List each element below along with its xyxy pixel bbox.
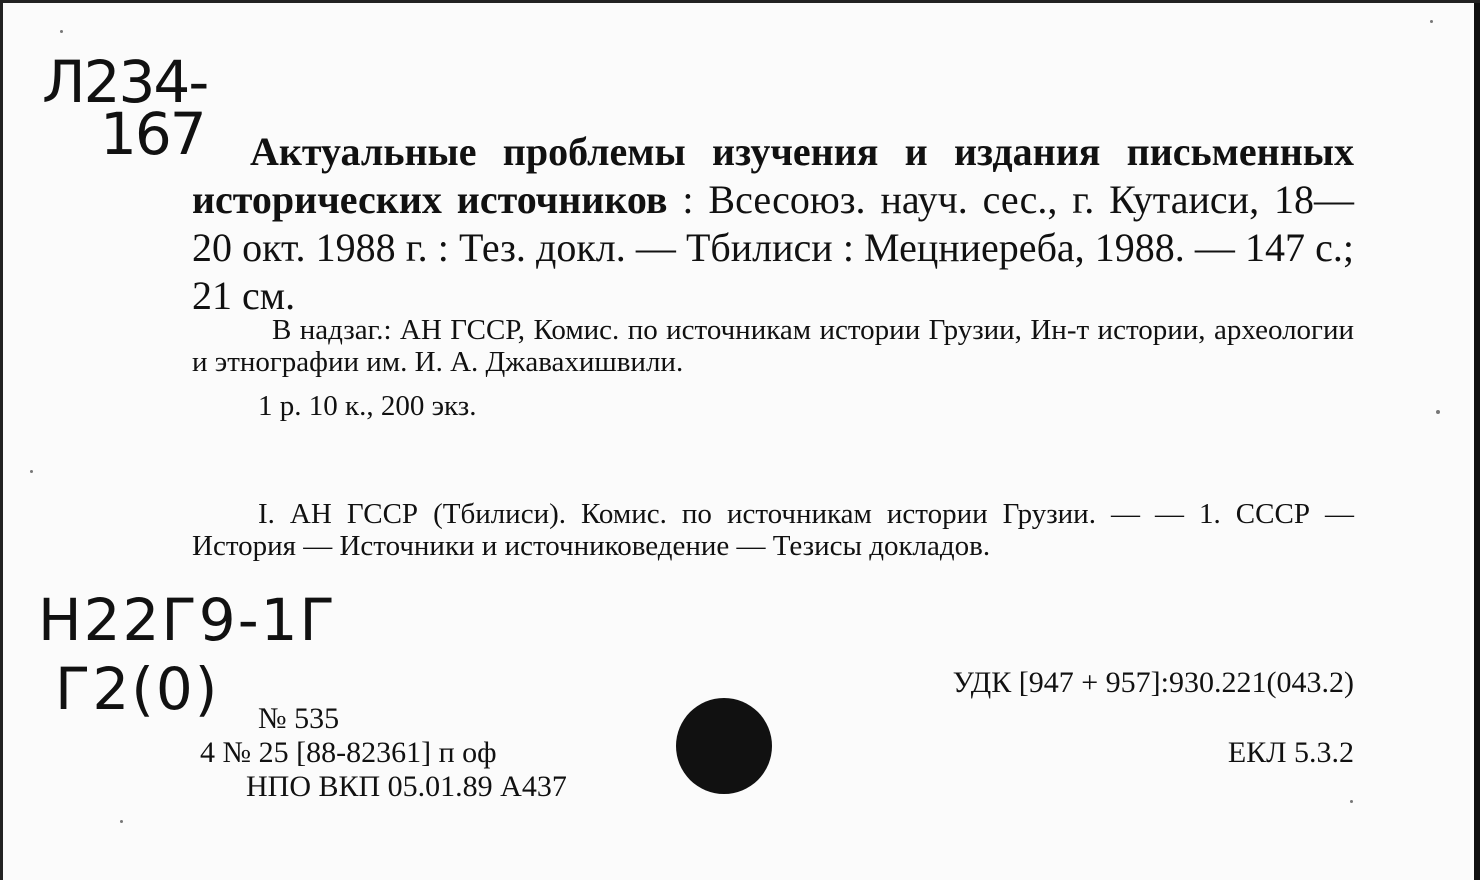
scan-speck [120,820,123,823]
shelf-mark-line1: Н22Г9-1Г [38,586,337,654]
scan-speck [60,30,63,33]
call-number-line1: Л234- [42,48,208,116]
scan-speck [1350,800,1353,803]
record-tracings-block [192,498,1354,562]
card-edge-left [0,0,3,880]
ekl-code: ЕКЛ 5.3.2 [1227,736,1354,769]
call-number-line2: 167 [100,100,205,168]
record-note: В надзаг.: АН ГССР, Комис. по источникам истории Грузии, Ин-т истории, археологии и этнографии им. И. А. Джавахишвили. [192,314,1354,378]
order-line: 4 № 25 [88-82361] п оф [200,736,497,769]
udk-code: УДК [947 + 957]:930.221(043.2) [952,666,1354,699]
card-edge-right [1474,0,1480,880]
record-imprint: : Всесоюз. науч. сес., г. Кутаиси, 18—20 окт. 1988 г. : Тез. докл. — Тбилиси : Мецниереба, 1988. — 147 с.; 21 см. [192,177,1355,318]
record-note-block [192,314,1354,378]
bibliographic-description [192,128,1354,320]
card-edge-top [0,0,1480,3]
record-price: 1 р. 10 к., 200 экз. [258,390,477,422]
record-tracings: I. АН ГССР (Тбилиси). Комис. по источникам истории Грузии. — — 1. СССР — История — Источники и источниковедение — Тезисы докладов. [192,498,1354,562]
scan-speck [1436,410,1440,414]
card-number: № 535 [258,702,340,735]
shelf-mark-line2: Г2(0) [55,655,220,723]
punch-hole [676,698,772,794]
scan-speck [30,470,33,473]
npo-line: НПО ВКП 05.01.89 А437 [246,770,567,803]
record-title: Актуальные проблемы изучения и издания письменных исторических источников [192,129,1354,222]
scan-speck [1430,20,1433,23]
